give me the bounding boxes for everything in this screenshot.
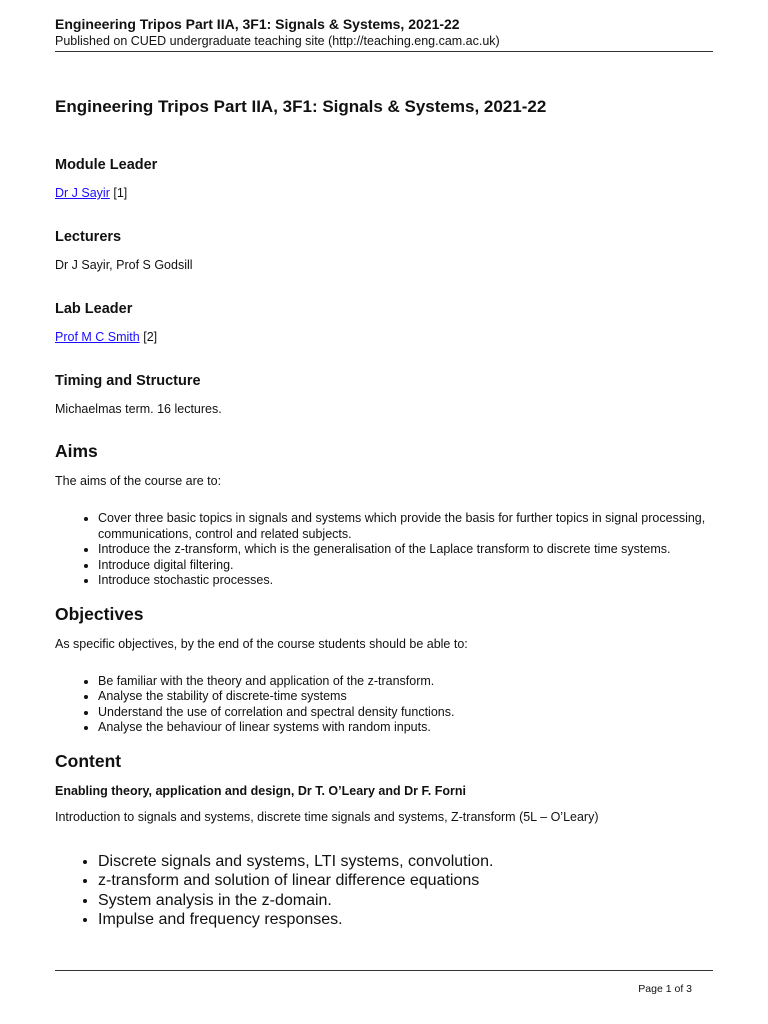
aims-intro: The aims of the course are to: xyxy=(55,474,222,488)
aims-list-item: • Introduce digital filtering. xyxy=(98,558,713,574)
lab-leader-ref: [2] xyxy=(139,330,158,344)
aims-list-item: • Cover three basic topics in signals and systems which provide the basis for further topics in signal processing, communications, control and related subjects. xyxy=(98,511,713,542)
module-leader-ref: [1] xyxy=(109,186,128,200)
content-list-item: • z-transform and solution of linear difference equations xyxy=(98,871,713,891)
page-number: Page 1 of 3 xyxy=(638,983,692,995)
content-list xyxy=(55,852,713,930)
timing-heading: Timing and Structure xyxy=(55,373,201,389)
content-list-item: • System analysis in the z-domain. xyxy=(98,891,713,911)
objectives-heading: Objectives xyxy=(55,603,144,624)
lab-leader-line xyxy=(55,329,713,345)
page-header xyxy=(55,16,713,49)
objectives-list xyxy=(55,674,713,736)
lecturers-text: Dr J Sayir, Prof S Godsill xyxy=(55,258,193,272)
content-list-item: • Impulse and frequency responses. xyxy=(98,910,713,930)
content-subheading: Enabling theory, application and design, Dr T. O’Leary and Dr F. Forni xyxy=(55,783,466,798)
document-body xyxy=(55,96,713,930)
document-title: Engineering Tripos Part IIA, 3F1: Signals & Systems, 2021-22 xyxy=(55,97,547,116)
module-leader-heading: Module Leader xyxy=(55,157,158,173)
aims-list-item: • Introduce the z-transform, which is the generalisation of the Laplace transform to discrete time systems. xyxy=(98,542,713,558)
objectives-list-item: • Be familiar with the theory and application of the z-transform. xyxy=(98,674,713,690)
content-list-item: • Discrete signals and systems, LTI systems, convolution. xyxy=(98,852,713,872)
aims-list-item: • Introduce stochastic processes. xyxy=(98,573,713,589)
timing-text: Michaelmas term. 16 lectures. xyxy=(55,402,222,416)
objectives-intro: As specific objectives, by the end of the course students should be able to: xyxy=(55,636,468,651)
objectives-list-item: • Understand the use of correlation and spectral density functions. xyxy=(98,705,713,721)
document-page xyxy=(55,0,713,1024)
header-subtitle: Published on CUED undergraduate teaching site (http://teaching.eng.cam.ac.uk) xyxy=(55,34,500,48)
lab-leader-heading: Lab Leader xyxy=(55,301,133,317)
footer-divider xyxy=(55,970,713,971)
content-heading: Content xyxy=(55,750,122,771)
aims-list xyxy=(55,511,713,589)
objectives-list-item: • Analyse the behaviour of linear systems with random inputs. xyxy=(98,720,713,736)
lab-leader-link[interactable]: Prof M C Smith xyxy=(55,330,140,344)
content-intro: Introduction to signals and systems, discrete time signals and systems, Z-transform (5L – O’Leary) xyxy=(55,809,599,824)
module-leader-link[interactable]: Dr J Sayir xyxy=(55,186,110,200)
module-leader-line xyxy=(55,185,713,201)
header-title: Engineering Tripos Part IIA, 3F1: Signals & Systems, 2021-22 xyxy=(55,16,460,32)
aims-heading: Aims xyxy=(55,441,98,461)
header-divider xyxy=(55,51,713,52)
objectives-list-item: • Analyse the stability of discrete-time systems xyxy=(98,689,713,705)
lecturers-heading: Lecturers xyxy=(55,229,122,245)
